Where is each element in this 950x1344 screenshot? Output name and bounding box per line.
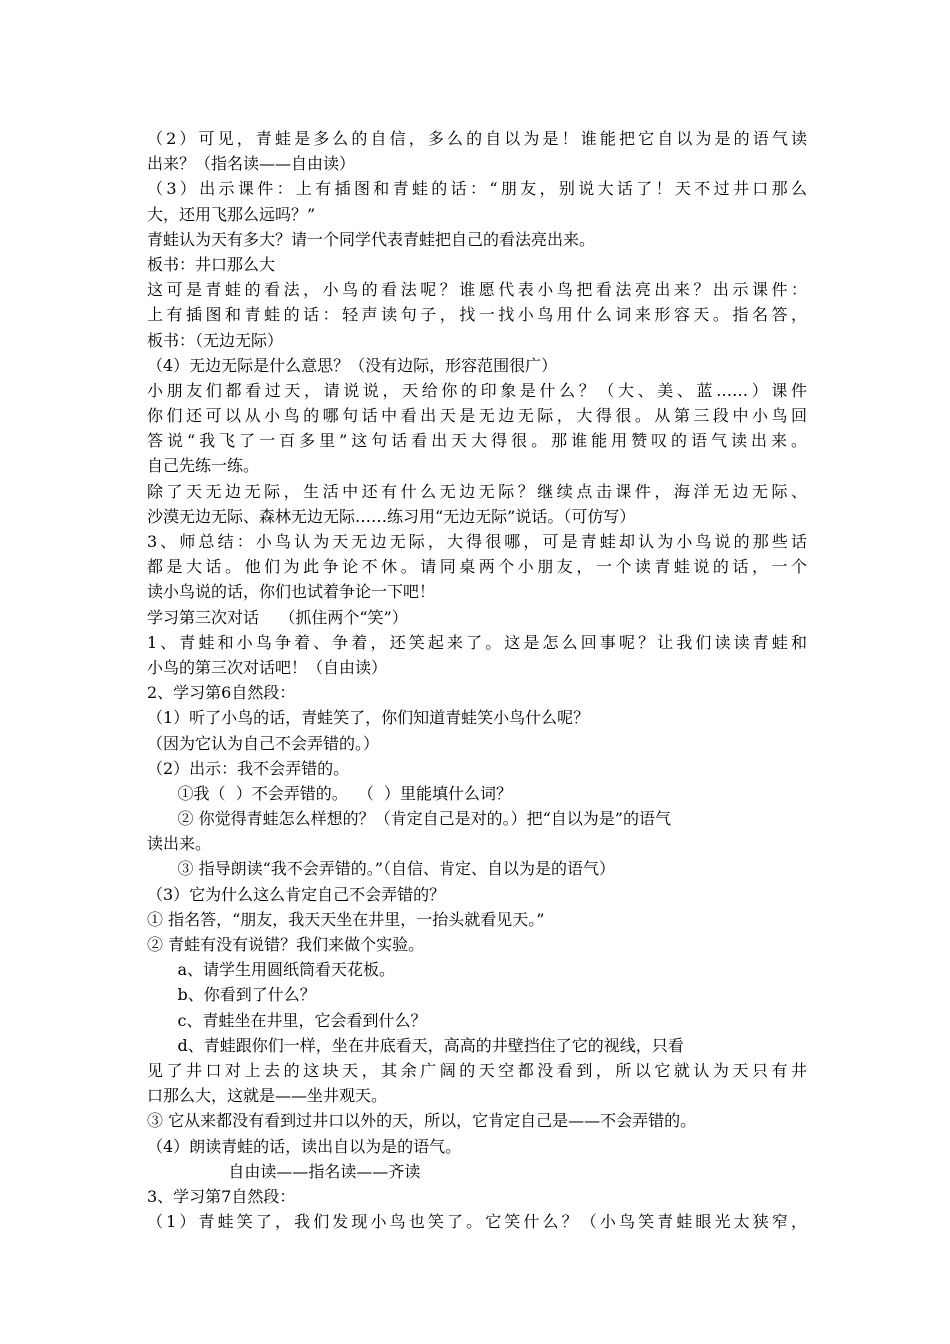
text-line: 见了井口对上去的这块天，其余广阔的天空都没看到，所以它就认为天只有井 (147, 1060, 807, 1080)
text-line: 沙漠无边无际、森林无边无际……练习用“无边无际”说话。（可仿写） (147, 506, 636, 526)
text-line: （1）青蛙笑了，我们发现小鸟也笑了。它笑什么？（小鸟笑青蛙眼光太狭窄， (147, 1212, 807, 1232)
text-line: （3）出示课件：上有插图和青蛙的话：“朋友，别说大话了！天不过井口那么 (147, 179, 807, 199)
text-line: （1）听了小鸟的话，青蛙笑了，你们知道青蛙笑小鸟什么呢？ (147, 708, 590, 728)
text-line: ② 青蛙有没有说错？我们来做个实验。 (147, 935, 425, 954)
text-line: 读出来。 (147, 834, 212, 854)
text-line: 学习第三次对话 （抓住两个“笑”） (147, 607, 408, 627)
text-line: （3）它为什么这么肯定自己不会弄错的？ (147, 884, 446, 904)
text-line: 2、学习第6自然段： (147, 683, 296, 703)
text-line: 大，还用飞那么远吗？” (147, 204, 316, 224)
text-line: 你们还可以从小鸟的哪句话中看出天是无边无际，大得很。从第三段中小鸟回 (147, 406, 807, 426)
text-line: 出来？（指名读——自由读） (147, 154, 356, 174)
text-line: c、青蛙坐在井里，它会看到什么？ (147, 1010, 427, 1030)
text-line: 板书：（无边无际） (147, 330, 284, 350)
text-line: （4）无边无际是什么意思？（没有边际，形容范围很广） (147, 355, 558, 375)
document-page (147, 126, 807, 1234)
text-line: （2）可见，青蛙是多么的自信，多么的自以为是！谁能把它自以为是的语气读 (147, 129, 807, 148)
text-line: 都是大话。他们为此争论不休。请同桌两个小朋友，一个读青蛙说的话，一个 (147, 557, 807, 577)
text-line: 自由读——指名读——齐读 (147, 1161, 421, 1181)
text-line: 这可是青蛙的看法，小鸟的看法呢？谁愿代表小鸟把看法亮出来？出示课件： (147, 280, 807, 300)
text-line: 小朋友们都看过天，请说说，天给你的印象是什么？（大、美、蓝……）课件 (147, 380, 807, 400)
text-line: 小鸟的第三次对话吧！（自由读） (147, 657, 388, 677)
text-line: 1、青蛙和小鸟争着、争着，还笑起来了。这是怎么回事呢？让我们读读青蛙和 (147, 632, 807, 652)
text-line: d、青蛙跟你们一样，坐在井底看天，高高的井壁挡住了它的视线，只看 (147, 1035, 684, 1055)
text-line: a、请学生用圆纸筒看天花板。 (147, 960, 396, 980)
text-line: ③ 它从来都没有看到过井口以外的天，所以，它肯定自己是——不会弄错的。 (147, 1111, 697, 1131)
text-line: ①我（ ）不会弄错的。 （ ）里能填什么词？ (147, 783, 513, 803)
text-line: ② 你觉得青蛙怎么样想的？（肯定自己是对的。）把“自以为是”的语气 (147, 809, 671, 829)
text-line: 3、学习第7自然段： (147, 1186, 296, 1206)
text-line: b、你看到了什么？ (147, 985, 316, 1005)
text-line: （4）朗读青蛙的话，读出自以为是的语气。 (147, 1136, 462, 1156)
text-line: 答说“我飞了一百多里”这句话看出天大得很。那谁能用赞叹的语气读出来。 (147, 431, 807, 451)
text-line: 口那么大，这就是——坐井观天。 (147, 1086, 388, 1106)
text-line: 读小鸟说的话，你们也试着争论一下吧！ (147, 582, 436, 602)
text-line: （2）出示：我不会弄错的。 (147, 758, 350, 778)
document-body (147, 126, 807, 1234)
text-line: ③ 指导朗读“我不会弄错的。”（自信、肯定、自以为是的语气） (147, 859, 615, 879)
text-line: 3、师总结：小鸟认为天无边无际，大得很哪，可是青蛙却认为小鸟说的那些话 (147, 532, 807, 551)
text-line: （因为它认为自己不会弄错的。） (147, 733, 380, 753)
text-line: 自己先练一练。 (147, 456, 260, 476)
text-line: 上有插图和青蛙的话：轻声读句子，找一找小鸟用什么词来形容天。指名答， (147, 305, 807, 325)
text-line: 除了天无边无际，生活中还有什么无边无际？继续点击课件，海洋无边无际、 (147, 481, 807, 501)
text-line: 青蛙认为天有多大？请一个同学代表青蛙把自己的看法亮出来。 (147, 229, 596, 249)
text-line: 板书：井口那么大 (147, 254, 276, 274)
text-line: ① 指名答，“朋友，我天天坐在井里，一抬头就看见天。” (147, 909, 545, 929)
